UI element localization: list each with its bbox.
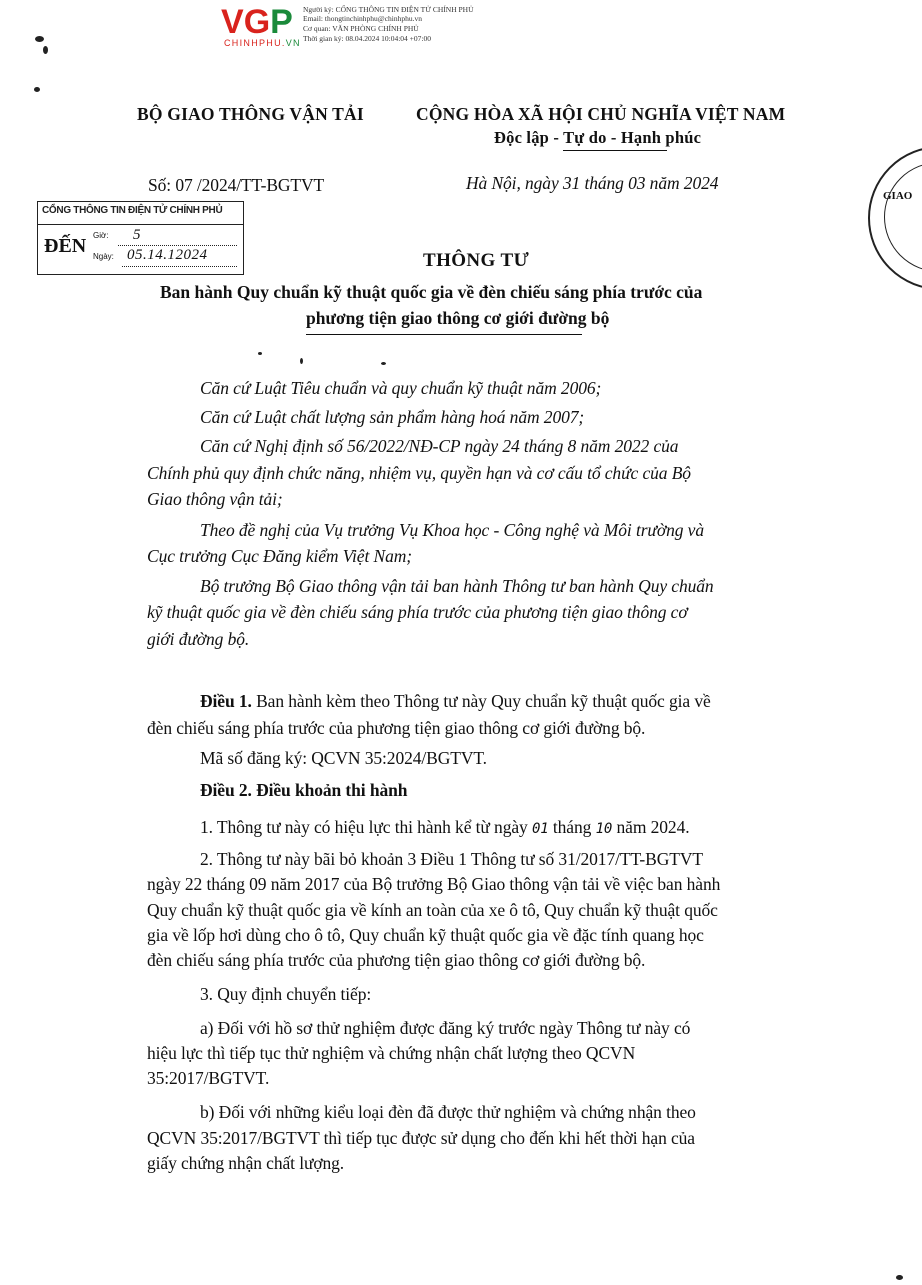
- preamble-line: Căn cứ Luật chất lượng sản phẩm hàng hoá năm 2007;: [200, 407, 585, 427]
- stamp-gio-label: Giờ:: [93, 231, 109, 240]
- scan-mark: [43, 46, 48, 54]
- article-2-heading: Điều 2. Điều khoản thi hành: [200, 780, 408, 800]
- received-stamp: [37, 201, 244, 275]
- stamp-ngay-label: Ngày:: [93, 252, 114, 261]
- scan-mark: [300, 358, 303, 364]
- official-seal: [868, 146, 922, 290]
- clause-2-line: Quy chuẩn kỹ thuật quốc gia về kính an toàn của xe ô tô, Quy chuẩn kỹ thuật quốc: [147, 900, 718, 920]
- clause-2-line: 2. Thông tư này bãi bỏ khoản 3 Điều 1 Thông tư số 31/2017/TT-BGTVT: [200, 849, 703, 869]
- subject-underline: [306, 334, 582, 335]
- preamble-line: giới đường bộ.: [147, 629, 250, 649]
- signature-time: Thời gian ký: 08.04.2024 10:04:04 +07:00: [303, 34, 431, 43]
- stamp-gio-dots: [118, 245, 237, 246]
- preamble-line: Cục trưởng Cục Đăng kiểm Việt Nam;: [147, 546, 412, 566]
- clause-3b-line: QCVN 35:2017/BGTVT thì tiếp tục được sử dụng cho đến khi hết thời hạn của: [147, 1128, 695, 1148]
- stamp-ngay-value: 05.14.12024: [127, 247, 208, 263]
- document-number: Số: 07 /2024/TT-BGTVT: [148, 175, 325, 195]
- preamble-line: Căn cứ Luật Tiêu chuẩn và quy chuẩn kỹ thuật năm 2006;: [200, 378, 602, 398]
- scan-mark: [258, 352, 262, 355]
- clause-3: 3. Quy định chuyển tiếp:: [200, 984, 372, 1004]
- article-1-line2: đèn chiếu sáng phía trước của phương tiện giao thông cơ giới đường bộ.: [147, 718, 646, 738]
- clause-2-line: ngày 22 tháng 09 năm 2017 của Bộ trưởng Bộ Giao thông vận tải về việc ban hành: [147, 874, 721, 894]
- scan-mark: [34, 87, 40, 92]
- stamp-gio-value: 5: [133, 227, 141, 243]
- logo-sub-text: CHINHPHU.: [224, 38, 286, 48]
- document-subject-line1: Ban hành Quy chuẩn kỹ thuật quốc gia về đèn chiếu sáng phía trước của: [160, 282, 703, 302]
- clause-1-mid: tháng: [548, 817, 596, 837]
- clause-1-post: năm 2024.: [612, 817, 690, 837]
- agency-name: BỘ GIAO THÔNG VẬN TẢI: [137, 104, 364, 124]
- scan-mark: [381, 362, 386, 365]
- logo-subtitle: [224, 38, 301, 48]
- preamble-line: kỹ thuật quốc gia về đèn chiếu sáng phía trước của phương tiện giao thông cơ: [147, 602, 688, 622]
- vgp-logo: [221, 4, 293, 40]
- logo-letter-g: G: [243, 3, 271, 41]
- motto-underline: [563, 150, 667, 151]
- seal-inner-ring: [884, 162, 922, 272]
- scan-mark: [35, 36, 44, 42]
- registration-code: Mã số đăng ký: QCVN 35:2024/BGTVT.: [200, 748, 487, 768]
- motto: Độc lập - Tự do - Hạnh phúc: [494, 128, 702, 147]
- clause-1-month: 10: [595, 821, 613, 837]
- document-type: THÔNG TƯ: [423, 250, 530, 271]
- logo-sub-vn: VN: [285, 38, 301, 48]
- article-1-heading: Điều 1.: [200, 691, 252, 711]
- clause-1-day: 01: [531, 821, 549, 837]
- place-date: Hà Nội, ngày 31 tháng 03 năm 2024: [466, 173, 719, 193]
- article-1-line1: [200, 689, 711, 713]
- stamp-title: CỔNG THÔNG TIN ĐIỆN TỬ CHÍNH PHỦ: [42, 205, 223, 216]
- signature-email: Email: thongtinchinhphu@chinhphu.vn: [303, 14, 422, 23]
- preamble-line: Theo đề nghị của Vụ trưởng Vụ Khoa học - Công nghệ và Môi trường và: [200, 520, 704, 540]
- clause-2-line: gia về lốp hơi dùng cho ô tô, Quy chuẩn kỹ thuật quốc gia về đặc tính quang học: [147, 925, 704, 945]
- signature-agency: Cơ quan: VĂN PHÒNG CHÍNH PHỦ: [303, 24, 419, 33]
- clause-3a-line: a) Đối với hồ sơ thử nghiệm được đăng ký trước ngày Thông tư này có: [200, 1018, 691, 1038]
- clause-1-pre: 1. Thông tư này có hiệu lực thi hành kể từ ngày: [200, 817, 532, 837]
- clause-2-line: đèn chiếu sáng phía trước của phương tiện giao thông cơ giới đường bộ.: [147, 950, 646, 970]
- logo-letter-v: V: [221, 3, 244, 41]
- stamp-ngay-dots: [122, 266, 237, 267]
- clause-3b-line: giấy chứng nhận chất lượng.: [147, 1153, 345, 1173]
- scan-mark: [896, 1275, 903, 1280]
- preamble-line: Chính phủ quy định chức năng, nhiệm vụ, quyền hạn và cơ cấu tổ chức của Bộ: [147, 463, 691, 483]
- article-1-text: Ban hành kèm theo Thông tư này Quy chuẩn kỹ thuật quốc gia về: [251, 691, 711, 711]
- preamble-line: Căn cứ Nghị định số 56/2022/NĐ-CP ngày 24 tháng 8 năm 2022 của: [200, 436, 679, 456]
- logo-letter-p: P: [270, 3, 293, 41]
- seal-text: GIAO: [883, 190, 913, 202]
- clause-3a-line: 35:2017/BGTVT.: [147, 1068, 270, 1088]
- signature-signer: Người ký: CỔNG THÔNG TIN ĐIỆN TỬ CHÍNH PHỦ: [303, 5, 474, 14]
- country-name: CỘNG HÒA XÃ HỘI CHỦ NGHĨA VIỆT NAM: [416, 104, 786, 124]
- preamble-line: Bộ trưởng Bộ Giao thông vận tải ban hành Thông tư ban hành Quy chuẩn: [200, 576, 714, 596]
- stamp-den: ĐẾN: [44, 235, 87, 257]
- stamp-divider: [38, 224, 243, 225]
- document-subject-line2: phương tiện giao thông cơ giới đường bộ: [306, 308, 610, 328]
- clause-3b-line: b) Đối với những kiểu loại đèn đã được thử nghiệm và chứng nhận theo: [200, 1102, 696, 1122]
- clause-1: [200, 815, 690, 841]
- preamble-line: Giao thông vận tải;: [147, 489, 283, 509]
- clause-3a-line: hiệu lực thì tiếp tục thử nghiệm và chứng nhận chất lượng theo QCVN: [147, 1043, 636, 1063]
